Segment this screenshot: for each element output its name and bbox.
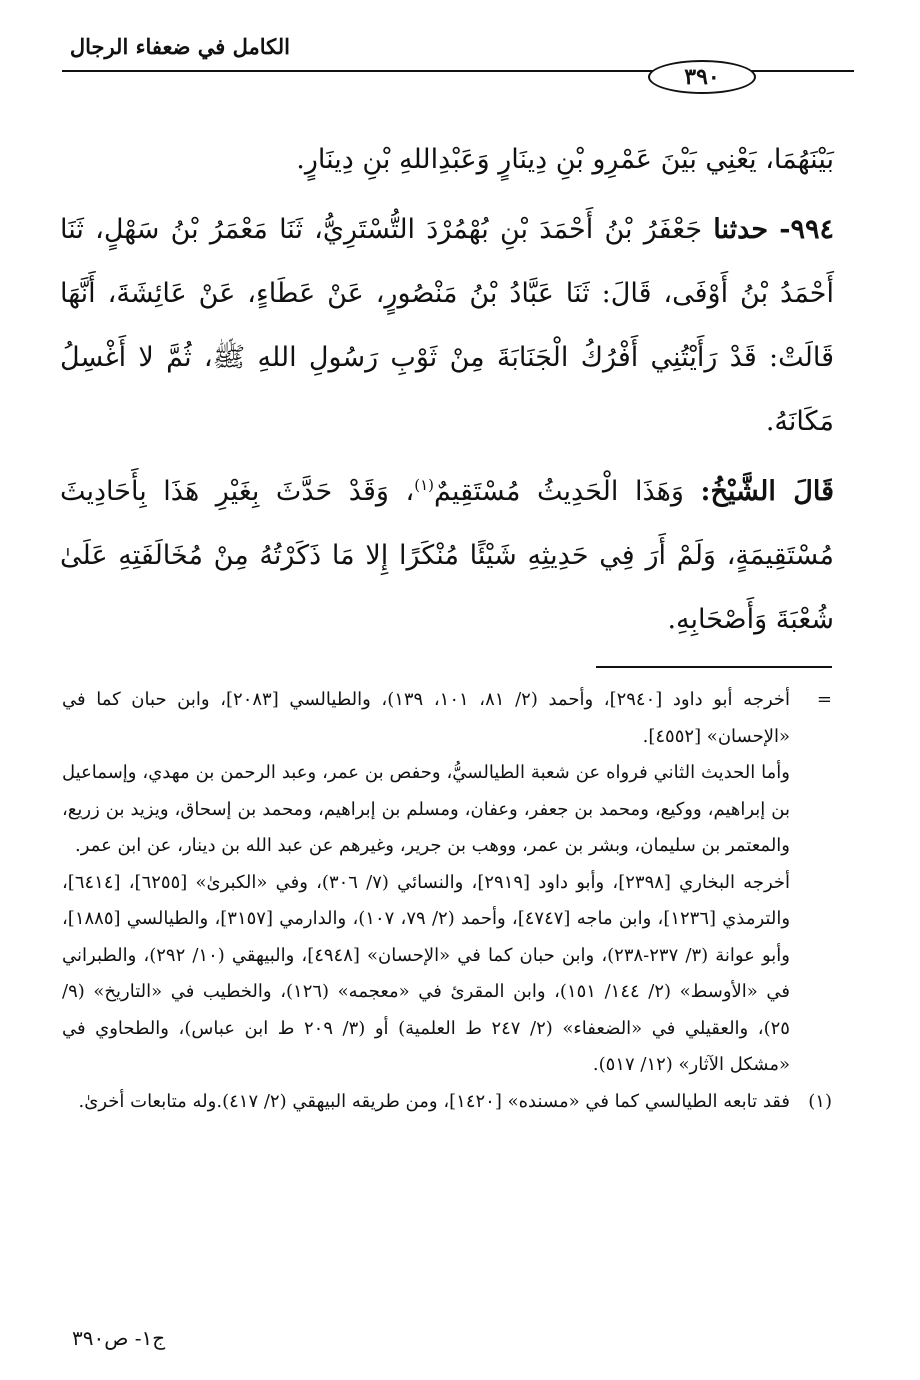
footnote-separator [596,666,832,668]
continuation-text: أخرجه أبو داود [٢٩٤٠]، وأحمد (٢/ ٨١، ١٠١، ١٣٩)، والطيالسي [٢٠٨٣]، وابن حبان كما في «الإحسان» [٤٥٥٢]. [62,689,791,747]
footnote-continuation [62,682,832,755]
paragraph-shaykh-comment [60,460,834,652]
page-signature: ج١- ص٣٩٠ [72,1326,166,1350]
comment-text-b: ، وَقَدْ حَدَّثَ بِغَيْرِ هَذَا بِأَحَادِيثَ مُسْتَقِيمَةٍ، وَلَمْ أَرَ فِي حَدِيثِهِ شَيْئًا مُنْكَرًا إِلا مَا ذَكَرْتُهُ مِنْ مُخَالَفَتِهِ عَلَىٰ شُعْبَةَ وَأَصْحَابِهِ. [60,476,834,635]
footnote-1-text: فقد تابعه الطيالسي كما في «مسنده» [١٤٢٠]، ومن طريقه البيهقي (٢/ ٤١٧).وله متابعات أخرىٰ. [78,1090,790,1112]
footnote-1 [62,1084,832,1121]
hadith-number: ٩٩٤- [779,214,834,245]
footnote-1-marker: (١) [808,1090,832,1112]
continuation-marker: = [816,689,832,710]
paragraph-intro: بَيْنَهُمَا، يَعْنِي بَيْنَ عَمْرِو بْنِ دِينَارٍ وَعَبْدِاللهِ بْنِ دِينَارٍ. [296,144,834,175]
main-text [60,128,834,652]
page-number: ٣٩٠ [648,60,756,94]
hadith-text: جَعْفَرُ بْنُ أَحْمَدَ بْنِ بُهْمُرْدَ التُّسْتَرِيُّ، ثَنَا مَعْمَرُ بْنُ سَهْلٍ، ثَنَا أَحْمَدُ بْنُ أَوْفَى، قَالَ: ثَنَا عَبَّادُ بْنُ مَنْصُورٍ، عَنْ عَطَاءٍ، عَنْ عَائِشَةَ، أَنَّهَا قَالَتْ: قَدْ رَأَيْتُنِي أَفْرُكُ الْجَنَابَةَ مِنْ ثَوْبِ رَسُولِ اللهِ ﷺ، ثُمَّ لا أَغْسِلُ مَكَانَهُ. [60,214,834,437]
shaykh-lead: قَالَ الشَّيْخُ: [700,476,835,507]
footnote-takhrij: أخرجه البخاري [٢٣٩٨]، وأبو داود [٢٩١٩]، والنسائي (٧/ ٣٠٦)، وفي «الكبرىٰ» [٦٢٥٥]، [٦٤١٤]، والترمذي [١٢٣٦]، وابن ماجه [٤٧٤٧]، وأحمد (٢/ ٧٩، ١٠٧)، والدارمي [٣١٥٧]، والطيالسي [١٨٨٥]، وأبو عوانة (٣/ ٢٣٧-٢٣٨)، وابن حبان كما في «الإحسان» [٤٩٤٨]، والبيهقي (١٠/ ٢٩٢)، والطبراني في «الأوسط» (٢/ ١٤٤/ ١٥١)، وابن المقرئ في «معجمه» (١٢٦)، والخطيب في «التاريخ» (٩/ ٢٥)، والعقيلي في «الضعفاء» (٢/ ٢٤٧ ط العلمية) أو (٣/ ٢٠٩ ط ابن عباس)، والطحاوي في «مشكل الآثار» (١٢/ ٥١٧). [62,871,791,1075]
comment-text-a: وَهَذَا الْحَدِيثُ مُسْتَقِيمٌ [433,476,701,507]
paragraph-hadith-994 [60,198,834,454]
running-title: الكامل في ضعفاء الرجال [69,34,290,59]
footnote-ref-1[interactable]: (١) [414,476,434,494]
footnote-second-hadith: وأما الحديث الثاني فرواه عن شعبة الطيالسيُّ، وحفص بن عمر، وعبد الرحمن بن مهدي، وإسماعيل بن إبراهيم، ووكيع، ومحمد بن جعفر، وعفان، ومسلم بن إبراهيم، ومحمد بن إسحاق، ويزيد بن زريع، والمعتمر بن سليمان، وبشر بن عمر، ووهب بن جرير، وغيرهم عن عبد الله بن دينار، عن ابن عمر. [62,762,790,856]
footnotes [62,682,832,1120]
hadith-lead-word: حدثنا [713,214,769,245]
